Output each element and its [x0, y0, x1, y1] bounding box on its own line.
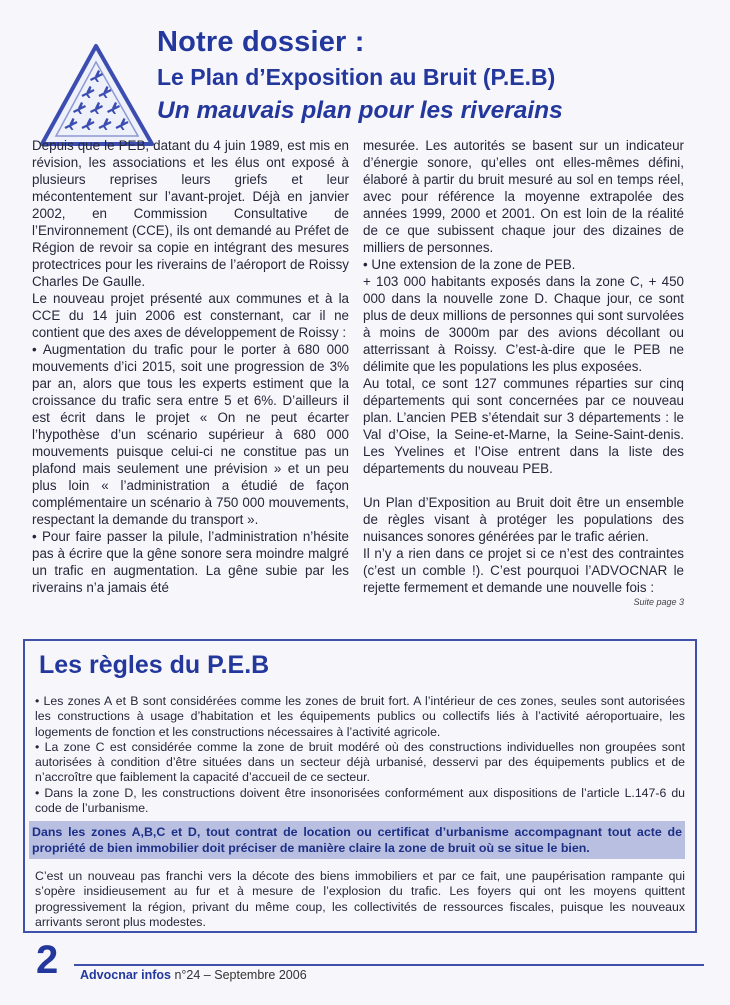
rules-box [23, 639, 697, 933]
issue-info: n°24 – Septembre 2006 [174, 968, 307, 982]
rules-closing: C’est un nouveau pas franchi vers la décote des biens immobiliers et par ce fait, une paupérisation rampante qui s’opère insidieusement au fur et à mesure de l’explosion du trafic. Les foyers qui ont les moyens quittent progressivement la région, privant du même coup, les collectivités de ressources fiscales, puisque les nouveaux arrivants seront plus modestes. [35, 869, 685, 929]
paragraph: + 103 000 habitants exposés dans la zone C, + 450 000 dans la nouvelle zone D. Chaque jour, ce sont plus de deux millions de personnes qui sont survolées à moins de 3000m par des avions décollant ou atterrissant à Roissy. C’est-à-dire que le PEB ne délimite que les populations les plus exposées. [363, 274, 684, 374]
rule-item: • La zone C est considérée comme la zone de bruit modéré où des constructions individuelles non groupées sont autorisées à condition d’être situées dans un secteur déjà urbanisé, desservi par des équipements publics et de n’accroître que faiblement la capacité d’accueil de ce secteur. [35, 739, 685, 785]
footer [80, 968, 307, 982]
paragraph: Il n’y a rien dans ce projet si ce n’est des contraintes (c’est un comble !). C’est pourquoi l’ADVOCNAR le rejette fermement et demande une nouvelle fois : [363, 546, 684, 595]
rules-list [35, 694, 685, 816]
article-column-right [363, 137, 684, 608]
page-subtitle: Le Plan d’Exposition au Bruit (P.E.B) [157, 64, 556, 90]
paragraph: • Augmentation du trafic pour le porter à 680 000 mouvements d’ici 2015, soit une progression de 3% par an, alors que tous les experts estiment que la croissance du trafic sera entre 5 et 6%. D’ailleurs il est écrit dans le projet « On ne peut écarter l’hypothèse d’un scénario supérieur à 680 000 mouvements puisque celui-ci ne constitue pas un plafond mais seulement une prévision » et un peu plus loin « l’administration a étudié de façon complémentaire un scénario à 750 000 mouvements, respectant la demande du transport ». [32, 342, 349, 527]
paragraph: • Une extension de la zone de PEB. [363, 257, 576, 272]
rules-highlight: Dans les zones A,B,C et D, tout contrat de location ou certificat d’urbanisme accompagnant tout acte de propriété de bien immobilier doit préciser de manière claire la zone de bruit où se situe le bien. [29, 821, 685, 859]
paragraph: mesurée. Les autorités se basent sur un indicateur d’énergie sonore, qu’elles ont elles-mêmes défini, élaboré à partir du bruit mesuré au sol en temps réel, avec pour référence la moyenne extrapolée des années 1999, 2000 et 2001. On est loin de la réalité de ce que subissent chaque jour des dizaines de milliers de personnes. [363, 138, 684, 255]
footer-divider [74, 964, 704, 966]
page-title: Notre dossier : [157, 26, 365, 58]
paragraph: • Pour faire passer la pilule, l’administration n’hésite pas à écrire que la gêne sonore sera moindre malgré un trafic en augmentation. La gêne subie par les riverains n’a jamais été [32, 529, 349, 595]
rules-box-title: Les règles du P.E.B [39, 651, 270, 679]
continued-note: Suite page 3 [633, 597, 684, 607]
paragraph: Depuis que le PEB, datant du 4 juin 1989, est mis en révision, les associations et les élus ont exposé à plusieurs reprises leurs griefs et leur mécontentement sur l’avant-projet. Déjà en janvier 2002, en Commission Consultative de l’Environnement (CCE), ils ont demandé au Préfet de Région de revoir sa copie en intégrant des mesures protectrices pour les riverains de l’aéroport de Roissy Charles De Gaulle. [32, 138, 349, 289]
spacer [363, 477, 684, 494]
article-column-left [32, 137, 349, 596]
rule-item: • Dans la zone D, les constructions doivent être insonorisées conformément aux dispositions de l’article L.147-6 du code de l’urbanisme. [35, 785, 685, 816]
paragraph: Au total, ce sont 127 communes réparties sur cinq départements qui sont concernées par ce nouveau plan. L’ancien PEB s’étendait sur 3 départements : le Val d’Oise, la Seine-et-Marne, la Seine-Saint-denis. Les Yvelines et l’Oise entrent dans la liste des départements du nouveau PEB. [363, 376, 684, 476]
paragraph: Le nouveau projet présenté aux communes et à la CCE du 14 juin 2006 est consternant, car il ne contient que des axes de développement de Roissy : [32, 291, 349, 340]
rule-item: • Les zones A et B sont considérées comme les zones de bruit fort. A l’intérieur de ces zones, seules sont autorisées les constructions à usage d’habitation et les équipements publics ou collectifs liés à l’activité aéroportuaire, les logements de fonction et les constructions nécessaires à l’activité agricole. [35, 694, 685, 739]
publication-name: Advocnar infos [80, 968, 171, 982]
page-number: 2 [36, 938, 59, 982]
airplanes-triangle-icon [36, 38, 156, 150]
paragraph: Un Plan d’Exposition au Bruit doit être un ensemble de règles visant à protéger les populations des nuisances sonores générées par le trafic aérien. [363, 495, 684, 544]
page-tagline: Un mauvais plan pour les riverains [157, 97, 563, 124]
